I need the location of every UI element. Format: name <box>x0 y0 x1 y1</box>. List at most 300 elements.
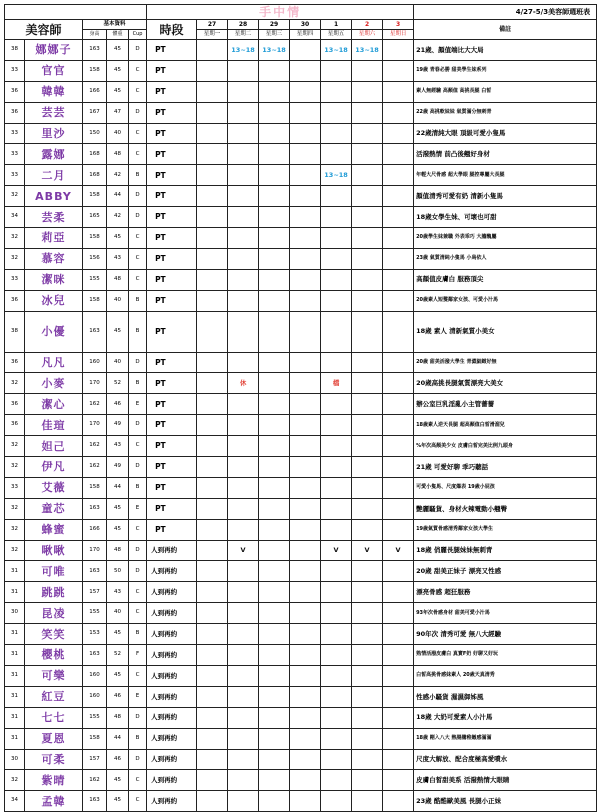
day-cell <box>197 707 228 728</box>
day-cell <box>352 269 383 290</box>
day-cell <box>352 248 383 269</box>
day-cell <box>228 749 259 770</box>
day-cell <box>290 352 321 373</box>
note-cell: 尺度大解放、配合度極高愛噴水 <box>414 749 597 770</box>
table-row[interactable] <box>5 248 597 269</box>
day-cell <box>228 248 259 269</box>
day-cell <box>352 686 383 707</box>
slot-cell: PT <box>147 436 197 457</box>
note-cell: 性感小騷貨 濕濕御姊風 <box>414 686 597 707</box>
cup-cell: C <box>129 770 147 791</box>
day-cell <box>321 728 352 749</box>
height-cell: 158 <box>83 290 107 311</box>
name-cell: 韓韓 <box>25 81 83 102</box>
day-cell <box>228 477 259 498</box>
day-cell <box>383 40 414 61</box>
column-header-weight: 體重 <box>107 30 129 40</box>
height-cell: 170 <box>83 540 107 561</box>
day-cell <box>321 207 352 228</box>
day-cell <box>197 123 228 144</box>
table-row[interactable] <box>5 352 597 373</box>
age-cell: 31 <box>5 707 25 728</box>
day-cell <box>259 207 290 228</box>
day-cell <box>228 186 259 207</box>
cup-cell: C <box>129 791 147 812</box>
note-cell: 19歲 青春必勝 甜美學生妹系列 <box>414 60 597 81</box>
note-cell: 白皙高挑骨感妹素人 20歲天真清秀 <box>414 665 597 686</box>
weight-cell: 48 <box>107 269 129 290</box>
day-number: 27 <box>197 20 228 30</box>
name-cell: 娜娜子 <box>25 40 83 61</box>
day-cell <box>383 645 414 666</box>
weekday-label: 星期二 <box>228 30 259 40</box>
age-cell: 36 <box>5 81 25 102</box>
day-cell: 休 <box>228 373 259 394</box>
name-cell: 櫻桃 <box>25 645 83 666</box>
day-cell <box>352 228 383 249</box>
weight-cell: 45 <box>107 770 129 791</box>
cup-cell: D <box>129 352 147 373</box>
day-cell <box>197 749 228 770</box>
height-cell: 170 <box>83 373 107 394</box>
day-cell <box>197 165 228 186</box>
table-row[interactable] <box>5 60 597 81</box>
day-cell <box>290 415 321 436</box>
day-cell <box>352 352 383 373</box>
day-cell <box>259 290 290 311</box>
weight-cell: 43 <box>107 436 129 457</box>
day-cell <box>352 311 383 352</box>
age-cell: 36 <box>5 352 25 373</box>
height-cell: 150 <box>83 123 107 144</box>
weight-cell: 44 <box>107 186 129 207</box>
day-cell <box>197 415 228 436</box>
name-cell: 露娜 <box>25 144 83 165</box>
day-cell <box>228 207 259 228</box>
name-cell: 潔咪 <box>25 269 83 290</box>
name-cell: 啾啾 <box>25 540 83 561</box>
weight-cell: 48 <box>107 707 129 728</box>
day-cell: V <box>383 540 414 561</box>
day-cell <box>290 81 321 102</box>
day-cell <box>321 436 352 457</box>
day-cell <box>259 373 290 394</box>
cup-cell: C <box>129 603 147 624</box>
day-cell <box>290 311 321 352</box>
weight-cell: 45 <box>107 624 129 645</box>
day-cell <box>352 207 383 228</box>
day-cell <box>352 81 383 102</box>
day-cell <box>259 228 290 249</box>
day-cell <box>197 645 228 666</box>
note-cell: 21歲、顏值端比大大局 <box>414 40 597 61</box>
day-cell <box>290 498 321 519</box>
day-cell: 13~18 <box>352 40 383 61</box>
weekday-label: 星期五 <box>321 30 352 40</box>
note-cell: 23歲 氣質清純小隻馬 小鳥依人 <box>414 248 597 269</box>
cup-cell: C <box>129 144 147 165</box>
table-row[interactable] <box>5 540 597 561</box>
slot-cell: PT <box>147 186 197 207</box>
day-cell <box>228 791 259 812</box>
table-row[interactable] <box>5 207 597 228</box>
schedule-table <box>4 4 597 812</box>
day-cell <box>352 665 383 686</box>
table-row[interactable] <box>5 311 597 352</box>
day-cell <box>259 165 290 186</box>
height-cell: 163 <box>83 561 107 582</box>
column-header-note: 備註 <box>414 20 597 40</box>
day-cell <box>290 123 321 144</box>
day-cell <box>290 290 321 311</box>
cup-cell: C <box>129 519 147 540</box>
weight-cell: 43 <box>107 248 129 269</box>
slot-cell: PT <box>147 123 197 144</box>
table-row[interactable] <box>5 686 597 707</box>
day-cell <box>321 770 352 791</box>
day-cell <box>290 40 321 61</box>
table-row[interactable] <box>5 645 597 666</box>
day-cell <box>352 749 383 770</box>
cup-cell: D <box>129 749 147 770</box>
weight-cell: 44 <box>107 477 129 498</box>
day-cell <box>290 728 321 749</box>
slot-cell: 人到再約 <box>147 665 197 686</box>
day-cell <box>197 686 228 707</box>
day-cell <box>290 60 321 81</box>
height-cell: 158 <box>83 60 107 81</box>
day-cell <box>259 540 290 561</box>
day-cell <box>321 707 352 728</box>
name-cell: 可唯 <box>25 561 83 582</box>
name-cell: 官官 <box>25 60 83 81</box>
day-cell <box>197 498 228 519</box>
name-cell: 夏恩 <box>25 728 83 749</box>
day-cell <box>383 228 414 249</box>
slot-cell: 人到再約 <box>147 686 197 707</box>
height-cell: 156 <box>83 248 107 269</box>
note-cell: 18歲女學生妹、可壞也可甜 <box>414 207 597 228</box>
name-cell: 妲己 <box>25 436 83 457</box>
day-cell <box>352 791 383 812</box>
day-cell <box>383 603 414 624</box>
day-cell <box>259 144 290 165</box>
day-cell: 13~18 <box>321 40 352 61</box>
column-header-basic-info: 基本資料 <box>83 20 147 30</box>
day-cell <box>321 228 352 249</box>
cup-cell: B <box>129 728 147 749</box>
day-cell <box>259 477 290 498</box>
slot-cell: PT <box>147 498 197 519</box>
day-cell <box>383 477 414 498</box>
day-cell <box>228 707 259 728</box>
note-cell: 可愛小隻馬、尺度爆表 19歲小屁孩 <box>414 477 597 498</box>
age-cell: 32 <box>5 770 25 791</box>
schedule-body <box>5 40 597 812</box>
cup-cell: E <box>129 394 147 415</box>
table-row[interactable] <box>5 228 597 249</box>
height-cell: 158 <box>83 186 107 207</box>
slot-cell: PT <box>147 228 197 249</box>
name-cell: 跳跳 <box>25 582 83 603</box>
day-cell <box>197 519 228 540</box>
day-cell <box>197 311 228 352</box>
day-cell <box>197 228 228 249</box>
table-row[interactable] <box>5 290 597 311</box>
day-cell <box>228 144 259 165</box>
weight-cell: 52 <box>107 645 129 666</box>
age-cell: 36 <box>5 102 25 123</box>
day-cell <box>259 60 290 81</box>
day-cell <box>197 248 228 269</box>
slot-cell: 人到再約 <box>147 540 197 561</box>
table-row[interactable] <box>5 373 597 394</box>
note-cell: 辦公室巨乳淫亂小主管薔薔 <box>414 394 597 415</box>
note-cell: 18歲 俏麗長腿妹妹無刺青 <box>414 540 597 561</box>
day-cell <box>383 436 414 457</box>
note-cell: 20歲高挑長腿氣質漂亮大美女 <box>414 373 597 394</box>
day-cell <box>352 394 383 415</box>
name-cell: 可柔 <box>25 749 83 770</box>
height-cell: 157 <box>83 582 107 603</box>
table-row[interactable] <box>5 749 597 770</box>
weight-cell: 52 <box>107 373 129 394</box>
note-cell: 22歲清純大眼 頂級可愛小隻馬 <box>414 123 597 144</box>
weight-cell: 46 <box>107 686 129 707</box>
age-cell: 32 <box>5 248 25 269</box>
table-row[interactable] <box>5 40 597 61</box>
name-cell: 芸柔 <box>25 207 83 228</box>
day-cell <box>197 540 228 561</box>
day-cell <box>197 186 228 207</box>
slot-cell: PT <box>147 394 197 415</box>
cup-cell: D <box>129 415 147 436</box>
day-cell <box>383 582 414 603</box>
cup-cell: D <box>129 457 147 478</box>
height-cell: 166 <box>83 519 107 540</box>
note-cell: 18歲 大奶可愛素人小汁馬 <box>414 707 597 728</box>
age-cell: 34 <box>5 207 25 228</box>
day-cell <box>197 60 228 81</box>
slot-cell: PT <box>147 373 197 394</box>
note-cell: 20歲 甜美活潑大學生 青澀細緻好無 <box>414 352 597 373</box>
note-cell: %年次高顏美少女 皮膚白皙完美比例九頭身 <box>414 436 597 457</box>
table-row[interactable] <box>5 415 597 436</box>
slot-cell: PT <box>147 40 197 61</box>
slot-cell: 人到再約 <box>147 770 197 791</box>
table-row[interactable] <box>5 603 597 624</box>
height-cell: 163 <box>83 311 107 352</box>
cup-cell: E <box>129 686 147 707</box>
day-cell <box>321 60 352 81</box>
slot-cell: 人到再約 <box>147 645 197 666</box>
day-cell <box>383 624 414 645</box>
note-cell: 22歲 高挑軟妹妹 氣質滿分無刺青 <box>414 102 597 123</box>
table-row[interactable] <box>5 770 597 791</box>
day-cell <box>321 749 352 770</box>
height-cell: 157 <box>83 749 107 770</box>
day-cell <box>259 519 290 540</box>
name-cell: 昆凌 <box>25 603 83 624</box>
weekday-label: 星期一 <box>197 30 228 40</box>
table-row[interactable] <box>5 81 597 102</box>
height-cell: 153 <box>83 624 107 645</box>
name-cell: 紫晴 <box>25 770 83 791</box>
day-number: 29 <box>259 20 290 30</box>
day-cell <box>321 311 352 352</box>
cup-cell: C <box>129 228 147 249</box>
day-cell <box>197 81 228 102</box>
cup-cell: C <box>129 123 147 144</box>
weight-cell: 45 <box>107 791 129 812</box>
table-row[interactable] <box>5 394 597 415</box>
table-row[interactable] <box>5 144 597 165</box>
age-cell: 31 <box>5 728 25 749</box>
name-cell: 小優 <box>25 311 83 352</box>
slot-cell: 人到再約 <box>147 728 197 749</box>
table-row[interactable] <box>5 102 597 123</box>
day-cell <box>259 498 290 519</box>
weight-cell: 48 <box>107 540 129 561</box>
cup-cell: D <box>129 540 147 561</box>
name-cell: 笑笑 <box>25 624 83 645</box>
day-cell <box>228 311 259 352</box>
table-row[interactable] <box>5 436 597 457</box>
height-cell: 162 <box>83 394 107 415</box>
table-row[interactable] <box>5 519 597 540</box>
table-row[interactable] <box>5 624 597 645</box>
day-cell <box>290 457 321 478</box>
day-cell <box>383 144 414 165</box>
note-cell: 漂亮骨感 超狂服務 <box>414 582 597 603</box>
table-row[interactable] <box>5 665 597 686</box>
cup-cell: B <box>129 290 147 311</box>
note-cell: 20歲 甜美正妹子 漂亮又性感 <box>414 561 597 582</box>
day-cell <box>352 624 383 645</box>
weight-cell: 50 <box>107 561 129 582</box>
day-cell <box>321 645 352 666</box>
day-cell <box>290 373 321 394</box>
name-cell: 艾薇 <box>25 477 83 498</box>
day-cell <box>290 645 321 666</box>
weight-cell: 45 <box>107 498 129 519</box>
age-cell: 32 <box>5 373 25 394</box>
table-row[interactable] <box>5 457 597 478</box>
table-row[interactable] <box>5 186 597 207</box>
weight-cell: 40 <box>107 290 129 311</box>
table-row[interactable] <box>5 561 597 582</box>
day-cell <box>383 519 414 540</box>
table-row[interactable] <box>5 123 597 144</box>
day-cell <box>290 102 321 123</box>
day-cell: V <box>228 540 259 561</box>
height-cell: 162 <box>83 457 107 478</box>
column-header-cup: Cup <box>129 30 147 40</box>
slot-cell: 人到再約 <box>147 791 197 812</box>
slot-cell: 人到再約 <box>147 624 197 645</box>
name-cell: 凡凡 <box>25 352 83 373</box>
name-cell: 里沙 <box>25 123 83 144</box>
day-cell <box>383 311 414 352</box>
table-row[interactable] <box>5 498 597 519</box>
day-cell <box>290 561 321 582</box>
day-cell <box>197 394 228 415</box>
slot-cell: PT <box>147 165 197 186</box>
day-cell <box>290 707 321 728</box>
day-cell <box>290 165 321 186</box>
day-cell <box>259 749 290 770</box>
height-cell: 168 <box>83 165 107 186</box>
day-cell <box>259 186 290 207</box>
day-cell <box>197 728 228 749</box>
cup-cell: D <box>129 186 147 207</box>
weekday-label: 星期六 <box>352 30 383 40</box>
day-cell <box>383 561 414 582</box>
age-cell: 32 <box>5 540 25 561</box>
day-cell <box>228 582 259 603</box>
day-cell <box>321 352 352 373</box>
day-cell <box>259 123 290 144</box>
table-row[interactable] <box>5 707 597 728</box>
table-row[interactable] <box>5 728 597 749</box>
cup-cell: C <box>129 81 147 102</box>
cup-cell: F <box>129 645 147 666</box>
height-cell: 162 <box>83 436 107 457</box>
table-row[interactable] <box>5 269 597 290</box>
day-cell <box>383 707 414 728</box>
slot-cell: PT <box>147 457 197 478</box>
day-cell <box>197 770 228 791</box>
cup-cell: D <box>129 40 147 61</box>
day-cell <box>383 415 414 436</box>
weight-cell: 48 <box>107 144 129 165</box>
slot-cell: PT <box>147 519 197 540</box>
weight-cell: 43 <box>107 582 129 603</box>
cup-cell: C <box>129 269 147 290</box>
table-row[interactable] <box>5 477 597 498</box>
height-cell: 158 <box>83 728 107 749</box>
day-number: 3 <box>383 20 414 30</box>
age-cell: 32 <box>5 186 25 207</box>
age-cell: 31 <box>5 624 25 645</box>
day-cell <box>228 624 259 645</box>
weight-cell: 47 <box>107 102 129 123</box>
day-cell <box>383 686 414 707</box>
note-cell: 18歲 剛入八大 熱腸騰稚嫩感滿滿 <box>414 728 597 749</box>
table-row[interactable] <box>5 165 597 186</box>
day-cell <box>321 144 352 165</box>
name-cell: ABBY <box>25 186 83 207</box>
cup-cell: C <box>129 582 147 603</box>
height-cell: 155 <box>83 269 107 290</box>
table-row[interactable] <box>5 791 597 812</box>
age-cell: 32 <box>5 457 25 478</box>
day-cell <box>352 144 383 165</box>
height-cell: 167 <box>83 102 107 123</box>
height-cell: 163 <box>83 498 107 519</box>
day-cell <box>321 394 352 415</box>
weight-cell: 49 <box>107 457 129 478</box>
age-cell: 31 <box>5 665 25 686</box>
day-cell <box>383 457 414 478</box>
age-cell: 31 <box>5 582 25 603</box>
day-cell <box>197 290 228 311</box>
day-cell <box>321 561 352 582</box>
table-row[interactable] <box>5 582 597 603</box>
note-cell: 19歲氣質骨感清秀鄰家女孩大學生 <box>414 519 597 540</box>
day-cell <box>383 352 414 373</box>
weight-cell: 46 <box>107 394 129 415</box>
